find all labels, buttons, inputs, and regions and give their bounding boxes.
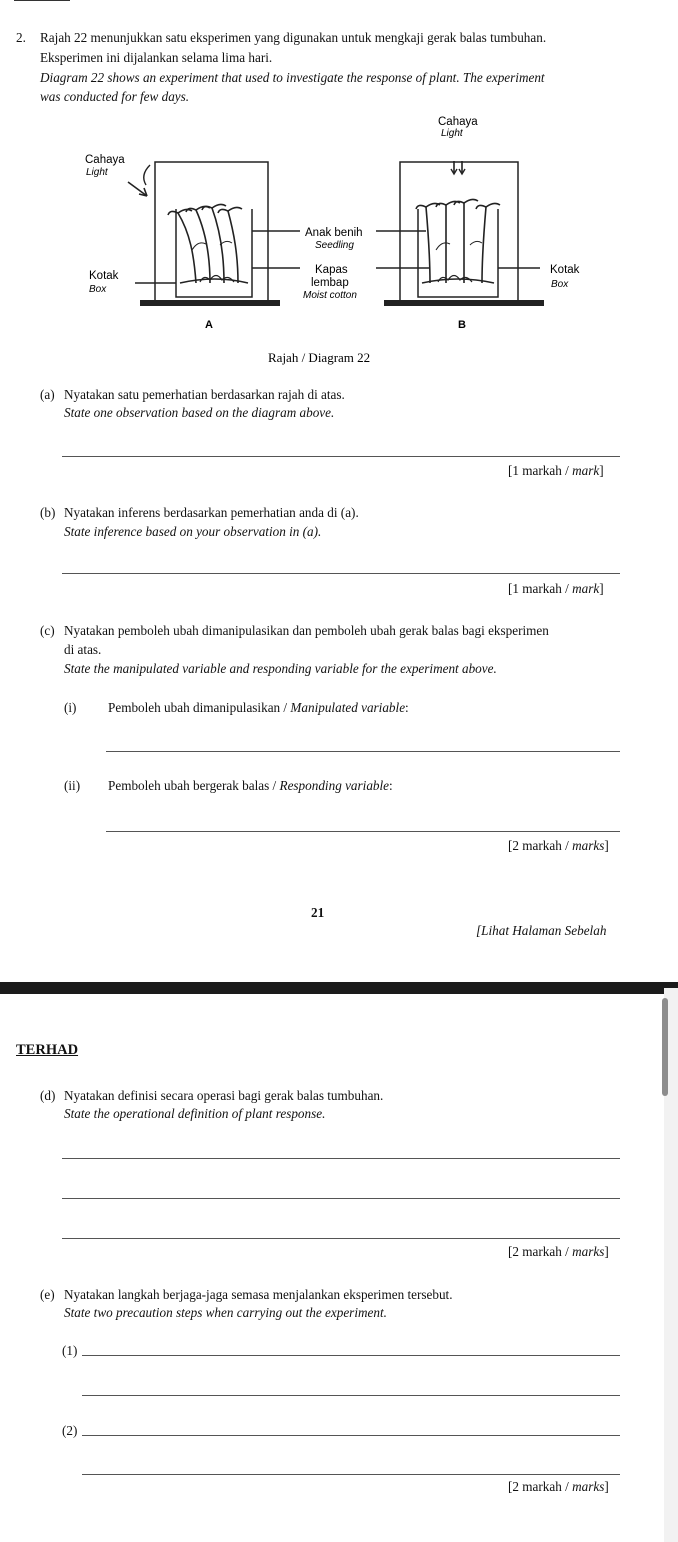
- question-number: 2.: [16, 30, 26, 45]
- part-c-ms-1: Nyatakan pemboleh ubah dimanipulasikan dan pemboleh ubah gerak balas bagi eksperimen: [64, 623, 549, 638]
- box-label-en-b: Box: [551, 279, 569, 290]
- intro-en-line-2: was conducted for few days.: [40, 89, 190, 104]
- cotton-label-ms-2: lembap: [311, 277, 349, 289]
- part-a-en: State one observation based on the diagram above.: [64, 405, 335, 420]
- part-e-item-1: (1): [62, 1343, 78, 1358]
- next-page-note: [Lihat Halaman Sebelah: [476, 923, 607, 938]
- part-b-marks: [1 markah / mark]: [508, 581, 604, 596]
- intro-ms-line-2: Eksperimen ini dijalankan selama lima hari.: [40, 50, 273, 65]
- experiment-diagram: [0, 105, 678, 370]
- part-e-en: State two precaution steps when carrying out the experiment.: [64, 1305, 387, 1320]
- part-c-i-text: Pemboleh ubah dimanipulasikan / Manipulated variable:: [108, 700, 409, 715]
- part-a-label: (a): [40, 387, 55, 402]
- answer-line-d-2[interactable]: [62, 1198, 620, 1199]
- part-b-label: (b): [40, 505, 56, 520]
- part-b-ms: Nyatakan inferens berdasarkan pemerhatian anda di (a).: [64, 505, 359, 520]
- page-22: [0, 994, 678, 1542]
- light-label-en-b: Light: [441, 128, 463, 139]
- intro-ms-line-1: Rajah 22 menunjukkan satu eksperimen yang digunakan untuk mengkaji gerak balas tumbuhan.: [40, 30, 547, 45]
- part-a-marks: [1 markah / mark]: [508, 463, 604, 478]
- part-c-i-label: (i): [64, 700, 77, 715]
- seedlings-b: [416, 199, 500, 283]
- page-separator: [0, 982, 678, 994]
- answer-line-b[interactable]: [62, 573, 620, 574]
- light-label-ms-a: Cahaya: [85, 154, 125, 166]
- seedlings-a: [168, 204, 242, 283]
- box-label-ms-a: Kotak: [89, 270, 119, 282]
- page-number: 21: [311, 905, 325, 920]
- answer-line-e-1a[interactable]: [82, 1355, 620, 1356]
- part-c-ii-label: (ii): [64, 778, 81, 793]
- part-e-marks: [2 markah / marks]: [508, 1479, 609, 1494]
- answer-line-c-ii[interactable]: [106, 831, 620, 832]
- box-b-label: B: [458, 319, 466, 331]
- answer-line-d-1[interactable]: [62, 1158, 620, 1159]
- box-label-en-a: Box: [89, 284, 107, 295]
- top-rule: [14, 0, 70, 1]
- part-d-label: (d): [40, 1088, 56, 1103]
- part-c-label: (c): [40, 623, 55, 638]
- part-d-ms: Nyatakan definisi secara operasi bagi gerak balas tumbuhan.: [64, 1088, 384, 1103]
- cotton-label-ms-1: Kapas: [315, 264, 348, 276]
- scrollbar-thumb[interactable]: [662, 998, 668, 1096]
- part-b-en: State inference based on your observation in (a).: [64, 524, 322, 539]
- intro-en-line-1: Diagram 22 shows an experiment that used to investigate the response of plant. The experiment: [40, 70, 545, 85]
- page-header: TERHAD: [16, 1042, 79, 1058]
- part-c-ii-text: Pemboleh ubah bergerak balas / Responding variable:: [108, 778, 393, 793]
- answer-line-e-1b[interactable]: [82, 1395, 620, 1396]
- part-e-label: (e): [40, 1287, 55, 1302]
- box-a-label: A: [205, 319, 213, 331]
- box-label-ms-b: Kotak: [550, 264, 580, 276]
- part-c-ms-2: di atas.: [64, 642, 102, 657]
- cotton-label-en: Moist cotton: [303, 290, 357, 301]
- box-a: [140, 162, 280, 306]
- seedling-label-en: Seedling: [315, 240, 354, 251]
- part-d-en: State the operational definition of plant response.: [64, 1106, 326, 1121]
- part-a-ms: Nyatakan satu pemerhatian berdasarkan rajah di atas.: [64, 387, 345, 402]
- part-e-item-2: (2): [62, 1423, 78, 1438]
- part-c-en: State the manipulated variable and responding variable for the experiment above.: [64, 661, 497, 676]
- part-e-ms: Nyatakan langkah berjaga-jaga semasa menjalankan eksperimen tersebut.: [64, 1287, 453, 1302]
- seedling-label-ms: Anak benih: [305, 227, 363, 239]
- answer-line-e-2a[interactable]: [82, 1435, 620, 1436]
- answer-line-e-2b[interactable]: [82, 1474, 620, 1475]
- light-label-ms-b: Cahaya: [438, 116, 478, 128]
- part-d-marks: [2 markah / marks]: [508, 1244, 609, 1259]
- diagram-caption: Rajah / Diagram 22: [268, 350, 371, 365]
- answer-line-c-i[interactable]: [106, 751, 620, 752]
- part-c-marks: [2 markah / marks]: [508, 838, 609, 853]
- light-label-en-a: Light: [86, 167, 108, 178]
- answer-line-d-3[interactable]: [62, 1238, 620, 1239]
- answer-line-a[interactable]: [62, 456, 620, 457]
